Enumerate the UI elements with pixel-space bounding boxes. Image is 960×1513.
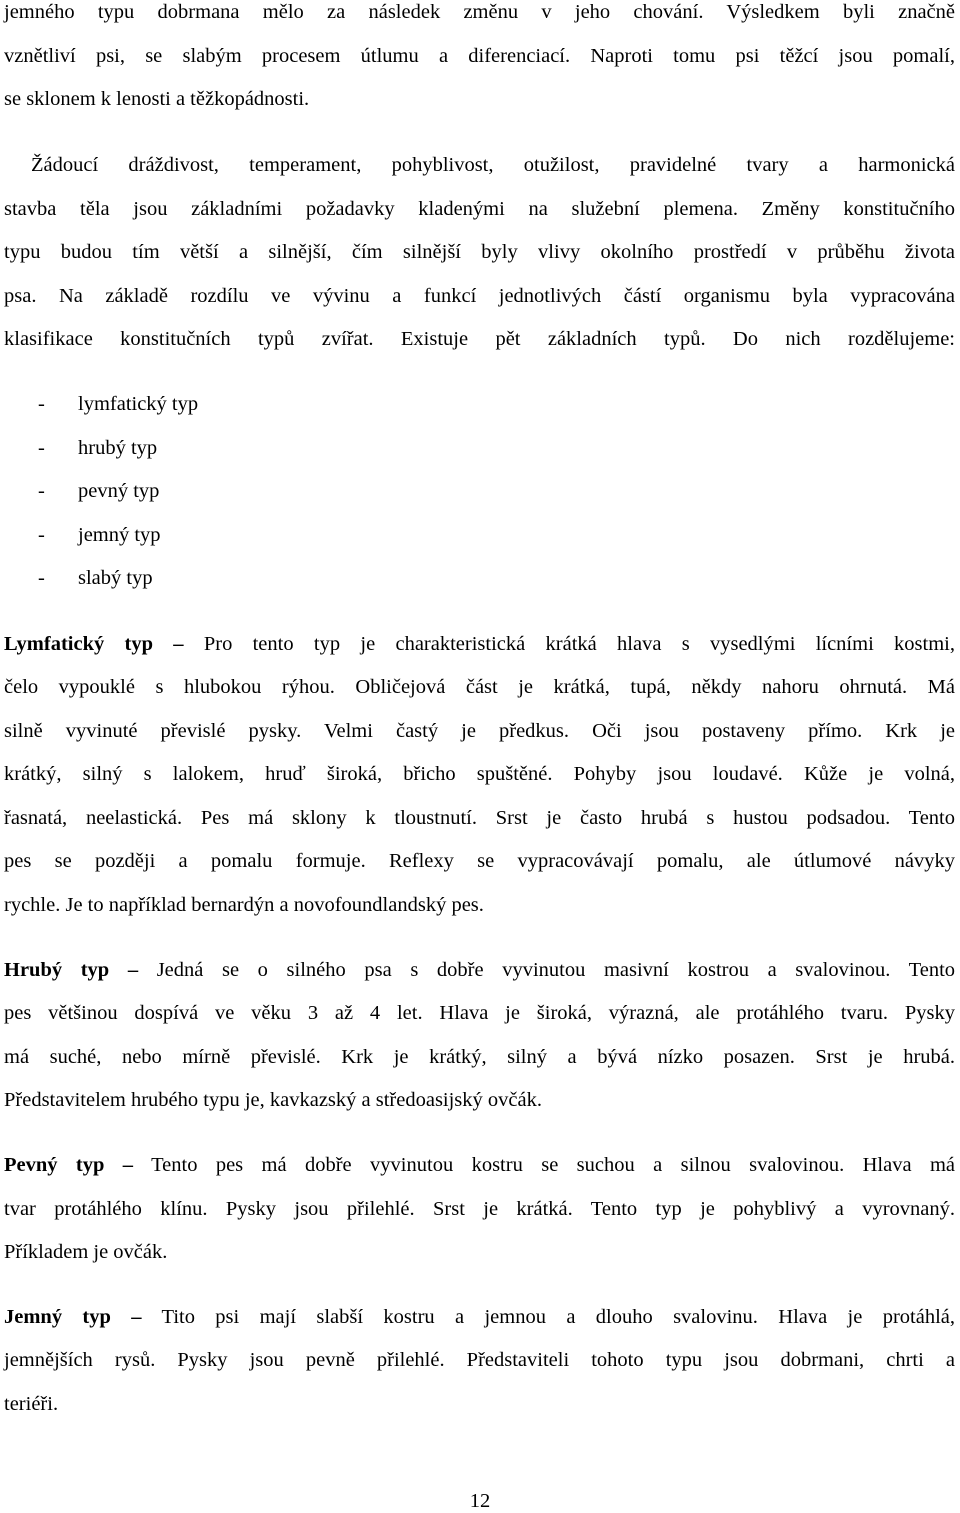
intro-line-2: vznětliví psi, se slabým procesem útlumu a diferenciací. Naproti tomu psi těžcí jsou pomalí, bbox=[4, 45, 955, 67]
lymfaticky-first-line bbox=[4, 632, 955, 656]
jemny-dash: – bbox=[131, 1306, 142, 1328]
list-item bbox=[38, 436, 157, 460]
pevny-line-3: Příkladem je ovčák. bbox=[4, 1241, 168, 1263]
lymfaticky-line-4: krátký, silný s lalokem, hruď široká, břicho spuštěné. Pohyby jsou loudavé. Kůže je volná, bbox=[4, 763, 955, 785]
list-dash: - bbox=[38, 480, 45, 502]
pevny-text: Tento pes má dobře vyvinutou kostru se suchou a silnou svalovinou. Hlava má bbox=[151, 1154, 956, 1176]
lymfaticky-dash: – bbox=[173, 633, 184, 655]
intro-line-1: jemného typu dobrmana mělo za následek změnu v jeho chování. Výsledkem byli značně bbox=[4, 1, 955, 23]
paragraph2-line-3: typu budou tím větší a silnější, čím silnější byly vlivy okolního prostředí v průběhu života bbox=[4, 241, 955, 263]
paragraph2-line-2: stavba těla jsou základními požadavky kladenými na služební plemena. Změny konstitučního bbox=[4, 198, 955, 220]
hruby-line-2: pes většinou dospívá ve věku 3 až 4 let. Hlava je široká, výrazná, ale protáhlého tvaru. Pysky bbox=[4, 1002, 955, 1024]
pevny-dash: – bbox=[122, 1154, 134, 1176]
list-item bbox=[38, 523, 161, 547]
hruby-line-3: má suché, nebo mírně převislé. Krk je krátký, silný a bývá nízko posazen. Srst je hrubá. bbox=[4, 1046, 955, 1068]
hruby-line-4: Představitelem hrubého typu je, kavkazský a středoasijský ovčák. bbox=[4, 1089, 542, 1111]
page-number: 12 bbox=[469, 1490, 491, 1512]
list-dash: - bbox=[38, 567, 45, 589]
lymfaticky-term: Lymfatický typ bbox=[4, 633, 153, 655]
paragraph2-line-5: klasifikace konstitučních typů zvířat. Existuje pět základních typů. Do nich rozdělujeme: bbox=[4, 328, 955, 350]
list-item-text: hrubý typ bbox=[78, 437, 158, 459]
lymfaticky-line-5: řasnatá, neelastická. Pes má sklony k tloustnutí. Srst je často hrubá s hustou podsadou. Tento bbox=[4, 807, 955, 829]
lymfaticky-line-6: pes se později a pomalu formuje. Reflexy se vypracovávají pomalu, ale útlumové návyky bbox=[4, 850, 955, 872]
list-item-text: slabý typ bbox=[78, 567, 153, 589]
list-item-text: jemný typ bbox=[78, 524, 161, 546]
lymfaticky-line-2: čelo vypouklé s hlubokou rýhou. Obličejová část je krátká, tupá, někdy nahoru ohrnutá. Má bbox=[4, 676, 955, 698]
pevny-term: Pevný typ bbox=[4, 1154, 105, 1176]
pevny-first-line bbox=[4, 1153, 955, 1177]
list-dash: - bbox=[38, 524, 45, 546]
intro-line-3: se sklonem k lenosti a těžkopádnosti. bbox=[4, 88, 310, 110]
jemny-text: Tito psi mají slabší kostru a jemnou a dlouho svalovinu. Hlava je protáhlá, bbox=[161, 1306, 955, 1328]
list-item bbox=[38, 392, 198, 416]
lymfaticky-line-7: rychle. Je to například bernardýn a novofoundlandský pes. bbox=[4, 894, 484, 916]
lymfaticky-line-3: silně vyvinuté převislé pysky. Velmi častý je předkus. Oči jsou postaveny přímo. Krk je bbox=[4, 720, 955, 742]
list-item bbox=[38, 479, 159, 503]
paragraph2-line-1: Žádoucí dráždivost, temperament, pohyblivost, otužilost, pravidelné tvary a harmonická bbox=[31, 154, 955, 176]
list-dash: - bbox=[38, 437, 45, 459]
paragraph2-line-4: psa. Na základě rozdílu ve vývinu a funkcí jednotlivých částí organismu byla vypracována bbox=[4, 285, 955, 307]
hruby-dash: – bbox=[127, 959, 139, 981]
jemny-term: Jemný typ bbox=[4, 1306, 111, 1328]
jemny-first-line bbox=[4, 1305, 955, 1329]
jemny-line-3: teriéři. bbox=[4, 1393, 59, 1415]
hruby-text: Jedná se o silného psa s dobře vyvinutou masivní kostrou a svalovinou. Tento bbox=[156, 959, 956, 981]
pevny-line-2: tvar protáhlého klínu. Pysky jsou přilehlé. Srst je krátká. Tento typ je pohyblivý a vyrovnaný. bbox=[4, 1198, 955, 1220]
hruby-first-line bbox=[4, 958, 955, 982]
lymfaticky-text: Pro tento typ je charakteristická krátká hlava s vysedlými lícními kostmi, bbox=[203, 633, 955, 655]
list-dash: - bbox=[38, 393, 45, 415]
hruby-term: Hrubý typ bbox=[4, 959, 110, 981]
jemny-line-2: jemnějších rysů. Pysky jsou pevně přilehlé. Představiteli tohoto typu jsou dobrmani, chrti a bbox=[4, 1349, 955, 1371]
list-item bbox=[38, 566, 153, 590]
list-item-text: pevný typ bbox=[78, 480, 160, 502]
list-item-text: lymfatický typ bbox=[78, 393, 199, 415]
